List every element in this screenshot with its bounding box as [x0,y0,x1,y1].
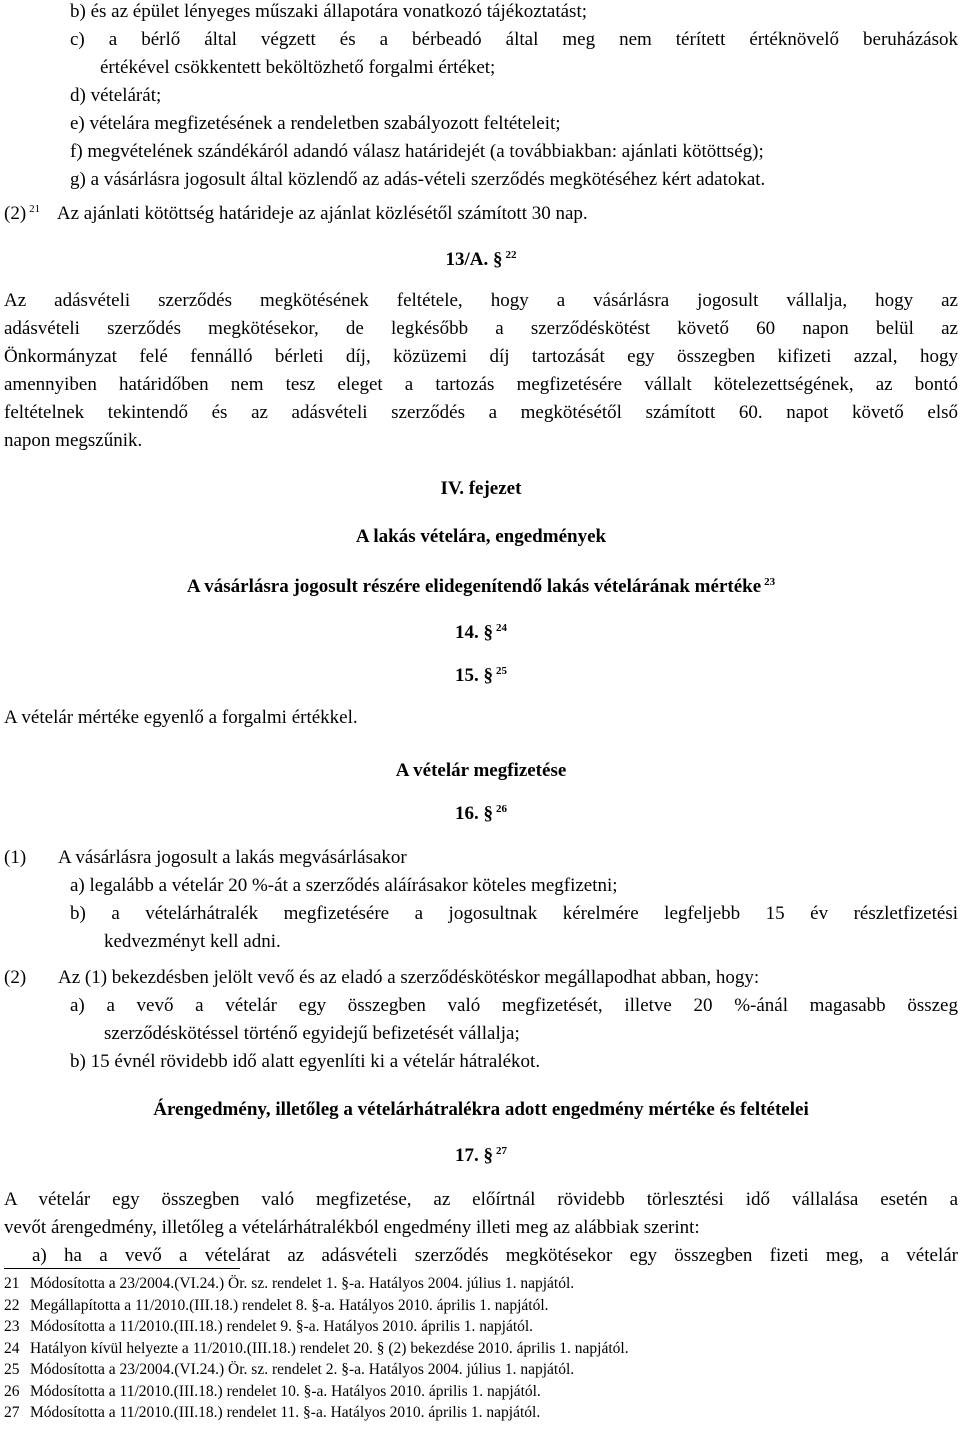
footnote: 24 Hatályon kívül helyezte a 11/2010.(III.18.) rendelet 20. § (2) bekezdése 2010. április 1. napjától. [4,1339,629,1357]
paragraph-text: Az (1) bekezdésben jelölt vevő és az eladó a szerződéskötéskor megállapodhat abban, hogy: [58,967,760,988]
paragraph-line: Az adásvételi szerződés megkötésének feltétele, hogy a vásárlásra jogosult vállalja, hogy az [4,290,958,311]
paragraph-13a [4,287,958,455]
paragraph-line: feltételnek tekintendő és az adásvételi szerződés a megkötésétől számított 60. napot követő első [4,402,958,423]
list-item-a-cont: szerződéskötéssel történő egyidejű befizetését vállalja; [104,1023,520,1044]
list-top [4,0,958,194]
paragraph-label: (2) [4,203,27,224]
list-item-a: a) legalább a vételár 20 %-át a szerződés aláírásakor köteles megfizetni; [70,875,618,896]
paragraph-line: amennyiben határidőben nem tesz eleget a tartozás megfizetésére vállalt kötelezettségének, az bontó [4,374,958,395]
section-heading-17: 17. § $^{27}$ [455,1144,507,1166]
section-heading-16: 16. § $^{26}$ [455,802,507,824]
footnote-ref: 26 [496,802,507,815]
footnote-ref: 24 [496,621,507,634]
paragraph-text: Az ajánlati kötöttség határideje az ajánlat közlésétől számított 30 nap. [56,203,588,224]
section-16-paragraph-2 [4,964,958,1076]
list-item-b-cont: kedvezményt kell adni. [104,931,281,952]
list-item-d: d) vételárát; [70,85,162,106]
footnote-ref: 27 [496,1144,507,1157]
footnotes [4,1268,958,1424]
section-17-text [4,1186,958,1270]
footnote-ref: 25 [496,664,507,677]
section-16-paragraph-1 [4,844,958,956]
chapter-title: A lakás vételára, engedmények [355,526,607,547]
list-item-g: g) a vásárlásra jogosult által közlendő az adás-vételi szerződés megkötéséhez kért adatokat. [70,169,766,190]
section-heading-15: 15. § $^{25}$ [455,664,507,686]
list-item-b: b) a vételárhátralék megfizetésére a jogosultnak kérelmére legfeljebb 15 év részletfizetési [70,903,958,924]
list-item-c: c) a bérlő által végzett és a bérbeadó által meg nem térített értéknövelő beruházások [70,29,958,50]
list-item-a: a) a vevő a vételár egy összegben való megfizetését, illetve 20 %-ánál magasabb összeg [70,995,958,1016]
section-15-text: A vételár mértéke egyenlő a forgalmi értékkel. [4,707,358,728]
section-heading-13a: 13/A. § $^{22}$ [445,248,517,270]
paragraph-label: (1) [4,847,27,868]
paragraph-2 [4,200,588,228]
footnote-ref: 23 [764,575,776,588]
section-heading-14: 14. § $^{24}$ [455,621,507,643]
paragraph-label: (2) [4,967,27,988]
list-item-f: f) megvételének szándékáról adandó válasz határidejét (a továbbiakban: ajánlati kötöttség); [70,141,764,162]
footnote: 21 Módosította a 23/2004.(VI.24.) Ör. sz. rendelet 1. §-a. Hatályos 2004. július 1. napjától. [4,1275,575,1292]
paragraph-line: A vételár egy összegben való megfizetése, az előírtnál rövidebb törlesztési idő vállalása esetén a [4,1189,958,1210]
list-item-a: a) ha a vevő a vételárat az adásvételi szerződés megkötésekor egy összegben fizeti meg, a vételár [32,1245,958,1266]
discount-heading: Árengedmény, illetőleg a vételárhátralékra adott engedmény mértéke és feltételei [153,1099,809,1120]
footnote-ref: 22 [505,248,517,261]
list-item-e: e) vételára megfizetésének a rendeletben szabályozott feltételeit; [70,113,561,134]
paragraph-text: A vásárlásra jogosult a lakás megvásárlásakor [58,847,407,868]
footnote-divider [4,1268,240,1269]
footnote: 22 Megállapította a 11/2010.(III.18.) rendelet 8. §-a. Hatályos 2010. április 1. napjától. [4,1296,549,1314]
footnote: 26 Módosította a 11/2010.(III.18.) rendelet 10. §-a. Hatályos 2010. április 1. napjától. [4,1382,541,1400]
subsection-heading: A vásárlásra jogosult részére elidegenítendő lakás vételárának mértéke $^{23}$ [186,575,776,597]
list-item-c-cont: értékével csökkentett beköltözhető forgalmi értéket; [100,57,496,78]
list-item-b: b) és az épület lényeges műszaki állapotára vonatkozó tájékoztatást; [70,1,588,22]
footnote-ref: 21 [29,202,41,215]
paragraph-line: adásvételi szerződés megkötésekor, de legkésőbb a szerződéskötést követő 60 napon belül az [4,318,958,339]
paragraph-line: vevőt árengedmény, illetőleg a vételárhátralékból engedmény illeti meg az alábbiak szerint: [4,1217,700,1238]
chapter-heading: IV. fejezet [440,478,522,499]
paragraph-line: napon megszűnik. [4,430,143,451]
payment-heading: A vételár megfizetése [395,760,567,781]
paragraph-line: Önkormányzat felé fennálló bérleti díj, közüzemi díj tartozását egy összegben kifizeti azzal, hogy [4,346,958,367]
footnote: 25 Módosította a 23/2004.(VI.24.) Ör. sz. rendelet 2. §-a. Hatályos 2004. július 1. napjától. [4,1361,575,1378]
footnote: 23 Módosította a 11/2010.(III.18.) rendelet 9. §-a. Hatályos 2010. április 1. napjától. [4,1318,534,1335]
footnote: 27 Módosította a 11/2010.(III.18.) rendelet 11. §-a. Hatályos 2010. április 1. napjától. [4,1404,541,1421]
list-item-b: b) 15 évnél rövidebb idő alatt egyenlíti ki a vételár hátralékot. [70,1051,541,1072]
